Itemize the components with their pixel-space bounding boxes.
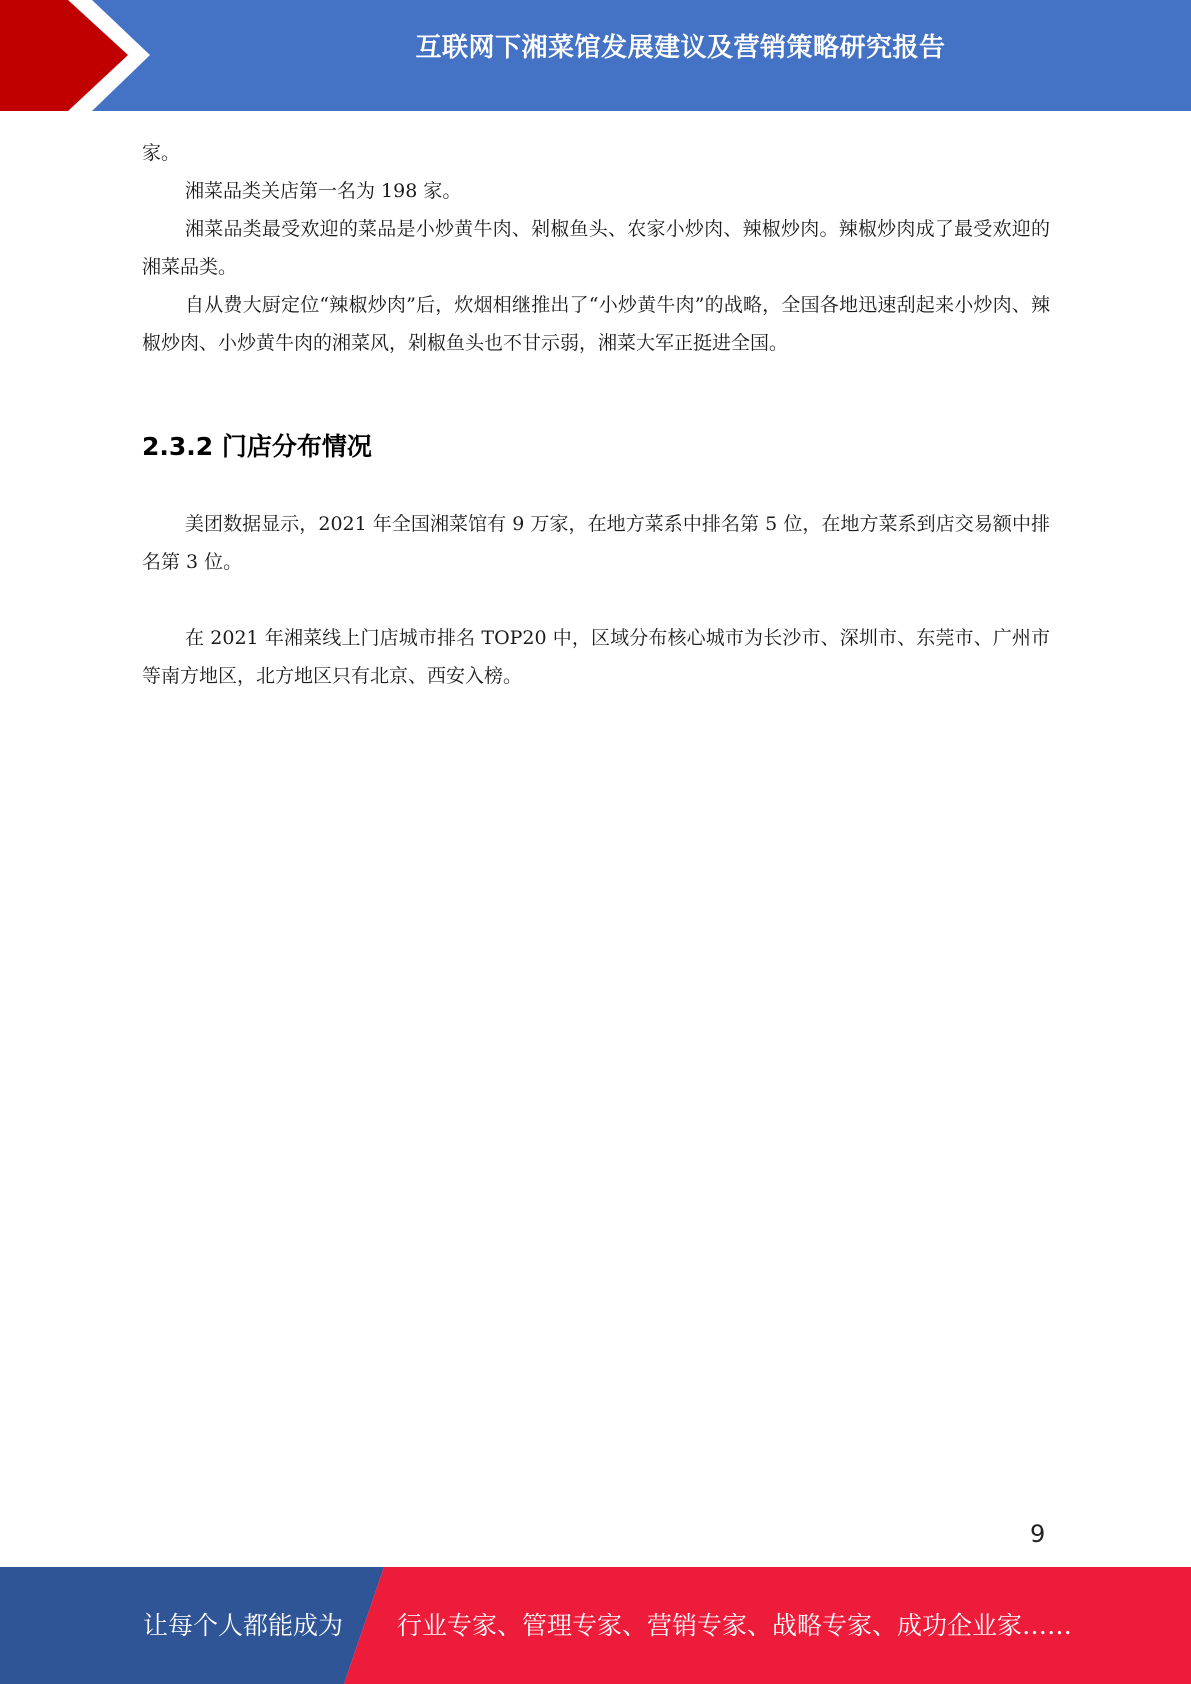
section-heading: 2.3.2 门店分布情况 — [142, 432, 372, 461]
footer-slogan-right: 行业专家、管理专家、营销专家、战略专家、成功企业家…… — [397, 1611, 1073, 1640]
footer-slogan-left: 让每个人都能成为 — [143, 1611, 344, 1640]
report-title: 互联网下湘菜馆发展建议及营销策略研究报告 — [415, 33, 946, 63]
page-number: 9 — [1030, 1520, 1046, 1548]
paragraph-popular-dishes: 湘菜品类最受欢迎的菜品是小炒黄牛肉、剁椒鱼头、农家小炒肉、辣椒炒肉。辣椒炒肉成了最受欢迎的湘菜品类。 — [142, 218, 1050, 278]
paragraph-top20-cities: 在 2021 年湘菜线上门店城市排名 TOP20 中，区域分布核心城市为长沙市、深圳市、东莞市、广州市等南方地区，北方地区只有北京、西安入榜。 — [142, 627, 1050, 687]
header-banner — [0, 0, 1191, 111]
paragraph-meituan-data: 美团数据显示，2021 年全国湘菜馆有 9 万家，在地方菜系中排名第 5 位，在地方菜系到店交易额中排名第 3 位。 — [142, 513, 1050, 573]
paragraph-brand-strategy: 自从费大厨定位“辣椒炒肉”后，炊烟相继推出了“小炒黄牛肉”的战略，全国各地迅速刮起来小炒肉、辣椒炒肉、小炒黄牛肉的湘菜风，剁椒鱼头也不甘示弱，湘菜大军正挺进全国。 — [142, 294, 1050, 354]
header-chevron-icon — [0, 0, 160, 111]
document-body — [142, 134, 1050, 695]
paragraph-continuation: 家。 — [142, 142, 181, 164]
footer-banner — [0, 1567, 1191, 1684]
paragraph-closed-stores: 湘菜品类关店第一名为 198 家。 — [185, 180, 462, 202]
